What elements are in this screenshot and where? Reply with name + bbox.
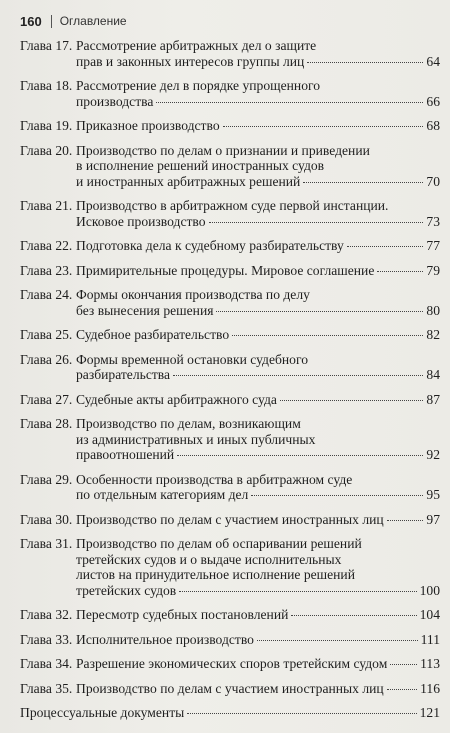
title-text: Примирительные процедуры. Мировое соглашение <box>76 262 375 278</box>
header-divider <box>51 15 52 28</box>
toc-entry <box>20 263 440 279</box>
title-text: Производство по делам с участием иностранных лиц <box>76 511 384 527</box>
toc-entry <box>20 607 440 623</box>
title-line <box>76 447 440 463</box>
page-ref: 116 <box>420 680 440 696</box>
dot-leader <box>156 102 423 103</box>
chapter-title <box>76 416 440 463</box>
chapter-label: Глава 28. <box>20 416 73 431</box>
title-text: Исковое производство <box>76 213 206 229</box>
title-line: Рассмотрение дел в порядке упрощенного <box>76 78 321 93</box>
page-ref: 92 <box>426 447 440 462</box>
title-line: Производство по делам, возникающим <box>76 416 301 431</box>
chapter-title <box>76 78 440 109</box>
chapter-label: Глава 33. <box>20 631 73 647</box>
page-ref: 121 <box>419 705 440 720</box>
page-ref: 66 <box>426 93 440 109</box>
chapter-label: Глава 18. <box>20 78 73 93</box>
toc-entry <box>20 198 440 229</box>
toc-entry <box>20 238 440 254</box>
chapter-title <box>76 472 440 503</box>
chapter-title <box>76 632 440 648</box>
dot-leader <box>223 126 423 127</box>
title-text: Разрешение экономических споров третейским судом <box>76 656 388 671</box>
toc-entry <box>20 472 440 503</box>
title-line <box>76 512 440 528</box>
title-text: правоотношений <box>76 447 175 462</box>
chapter-title <box>20 705 440 721</box>
chapter-title <box>76 392 440 408</box>
page-ref: 77 <box>426 238 440 253</box>
page-ref: 84 <box>426 367 440 382</box>
toc-entry <box>20 327 440 343</box>
title-line <box>76 681 440 697</box>
page-ref: 64 <box>426 53 440 69</box>
title-line <box>76 94 440 110</box>
title-line: Формы временной остановки судебного <box>76 351 309 367</box>
dot-leader <box>257 640 418 641</box>
dot-leader <box>232 335 423 336</box>
dot-leader <box>303 182 423 183</box>
chapter-label: Глава 23. <box>20 262 73 278</box>
title-line <box>20 705 440 721</box>
title-text: Исполнительное производство <box>76 631 254 647</box>
toc-entry <box>20 705 440 721</box>
page-number: 160 <box>20 13 42 29</box>
chapter-label: Глава 32. <box>20 607 73 622</box>
title-text: Производство по делам с участием иностранных лиц <box>76 680 384 696</box>
title-line <box>76 214 440 230</box>
title-text: Подготовка дела к судебному разбирательству <box>76 238 344 253</box>
chapter-title <box>76 536 440 598</box>
chapter-label: Глава 21. <box>20 198 73 213</box>
toc-entry <box>20 681 440 697</box>
toc-entry <box>20 656 440 672</box>
chapter-label: Глава 34. <box>20 656 73 671</box>
toc-entry <box>20 143 440 190</box>
toc-entry <box>20 78 440 109</box>
title-line <box>76 656 440 672</box>
chapter-label: Глава 27. <box>20 391 73 407</box>
title-line: Особенности производства в арбитражном суде <box>76 471 353 487</box>
toc-entry <box>20 416 440 463</box>
chapter-title <box>76 238 440 254</box>
dot-leader <box>387 520 423 521</box>
chapter-title <box>76 512 440 528</box>
title-line <box>76 583 440 599</box>
dot-leader <box>291 615 416 616</box>
title-text: Судебное разбирательство <box>76 327 230 342</box>
title-text: Судебные акты арбитражного суда <box>76 391 277 407</box>
page-ref: 82 <box>426 327 440 342</box>
dot-leader <box>173 375 423 376</box>
toc-entry <box>20 38 440 69</box>
section-title: Оглавление <box>59 14 127 28</box>
title-line: из административных и иных публичных <box>76 431 316 447</box>
title-line <box>76 327 440 343</box>
chapter-title <box>76 143 440 190</box>
page-ref: 70 <box>426 173 440 189</box>
chapter-title <box>76 681 440 697</box>
chapter-label: Глава 19. <box>20 118 73 133</box>
toc-entry <box>20 118 440 134</box>
title-line: Производство в арбитражном суде первой инстанции. <box>76 198 389 213</box>
chapter-label: Глава 22. <box>20 238 73 253</box>
title-text: Пересмотр судебных постановлений <box>76 607 289 622</box>
chapter-title <box>76 327 440 343</box>
chapter-title <box>76 352 440 383</box>
toc-entry <box>20 352 440 383</box>
title-line <box>76 303 440 319</box>
chapter-title <box>76 607 440 623</box>
page-ref: 68 <box>426 118 440 133</box>
page-ref: 97 <box>426 511 440 527</box>
page-ref: 111 <box>420 631 440 647</box>
dot-leader <box>347 246 423 247</box>
chapter-title <box>76 287 440 318</box>
toc-entry <box>20 392 440 408</box>
title-line <box>76 392 440 408</box>
chapter-title <box>76 263 440 279</box>
title-line <box>76 487 440 503</box>
toc-entry <box>20 536 440 598</box>
title-text: и иностранных арбитражных решений <box>76 173 301 189</box>
page-ref: 95 <box>426 487 440 502</box>
title-line <box>76 174 440 190</box>
title-text: разбирательства <box>76 367 171 382</box>
dot-leader <box>187 713 416 714</box>
toc-entry <box>20 512 440 528</box>
chapter-label: Глава 30. <box>20 511 73 527</box>
title-text: без вынесения решения <box>76 302 214 318</box>
title-line <box>76 118 440 134</box>
title-text: Приказное производство <box>76 118 220 133</box>
running-header <box>20 10 430 32</box>
page-ref: 80 <box>426 302 440 318</box>
title-line <box>76 263 440 279</box>
chapter-label: Глава 24. <box>20 287 73 302</box>
dot-leader <box>387 689 417 690</box>
title-line <box>76 238 440 254</box>
title-line: Производство по делам об оспаривании решений <box>76 536 362 551</box>
title-text: по отдельным категориям дел <box>76 487 249 502</box>
chapter-label: Глава 25. <box>20 327 73 342</box>
page-ref: 100 <box>419 582 440 598</box>
toc-entry <box>20 287 440 318</box>
title-line: листов на принудительное исполнение решений <box>76 567 355 582</box>
title-line: Производство по делам о признании и приведении <box>76 142 370 158</box>
title-line: Рассмотрение арбитражных дел о защите <box>76 38 317 53</box>
title-line: третейских судов и о выдаче исполнительных <box>76 551 342 567</box>
title-line <box>76 632 440 648</box>
title-line <box>76 367 440 383</box>
dot-leader <box>377 271 423 272</box>
toc-entry <box>20 632 440 648</box>
chapter-title <box>76 38 440 69</box>
dot-leader <box>280 400 423 401</box>
page-ref: 79 <box>426 262 440 278</box>
chapter-title <box>76 656 440 672</box>
title-text: прав и законных интересов группы лиц <box>76 53 305 69</box>
chapter-label: Глава 35. <box>20 680 73 696</box>
chapter-label: Глава 20. <box>20 142 73 158</box>
chapter-label: Глава 29. <box>20 471 73 487</box>
title-line: в исполнение решений иностранных судов <box>76 158 325 173</box>
dot-leader <box>216 311 423 312</box>
dot-leader <box>209 222 423 223</box>
chapter-label: Глава 17. <box>20 38 73 53</box>
title-text: Процессуальные документы <box>20 705 185 720</box>
title-line <box>76 54 440 70</box>
dot-leader <box>251 495 423 496</box>
title-line <box>76 607 440 623</box>
dot-leader <box>307 62 423 63</box>
dot-leader <box>179 591 416 592</box>
dot-leader <box>390 664 417 665</box>
table-of-contents <box>20 38 440 721</box>
title-text: производства <box>76 93 154 109</box>
page-ref: 73 <box>426 213 440 229</box>
page-ref: 113 <box>420 656 440 671</box>
page-ref: 87 <box>426 391 440 407</box>
page-ref: 104 <box>419 607 440 622</box>
title-text: третейских судов <box>76 582 177 598</box>
dot-leader <box>177 455 423 456</box>
chapter-title <box>76 118 440 134</box>
chapter-label: Глава 31. <box>20 536 73 551</box>
title-line: Формы окончания производства по делу <box>76 287 310 302</box>
chapter-label: Глава 26. <box>20 351 73 367</box>
chapter-title <box>76 198 440 229</box>
